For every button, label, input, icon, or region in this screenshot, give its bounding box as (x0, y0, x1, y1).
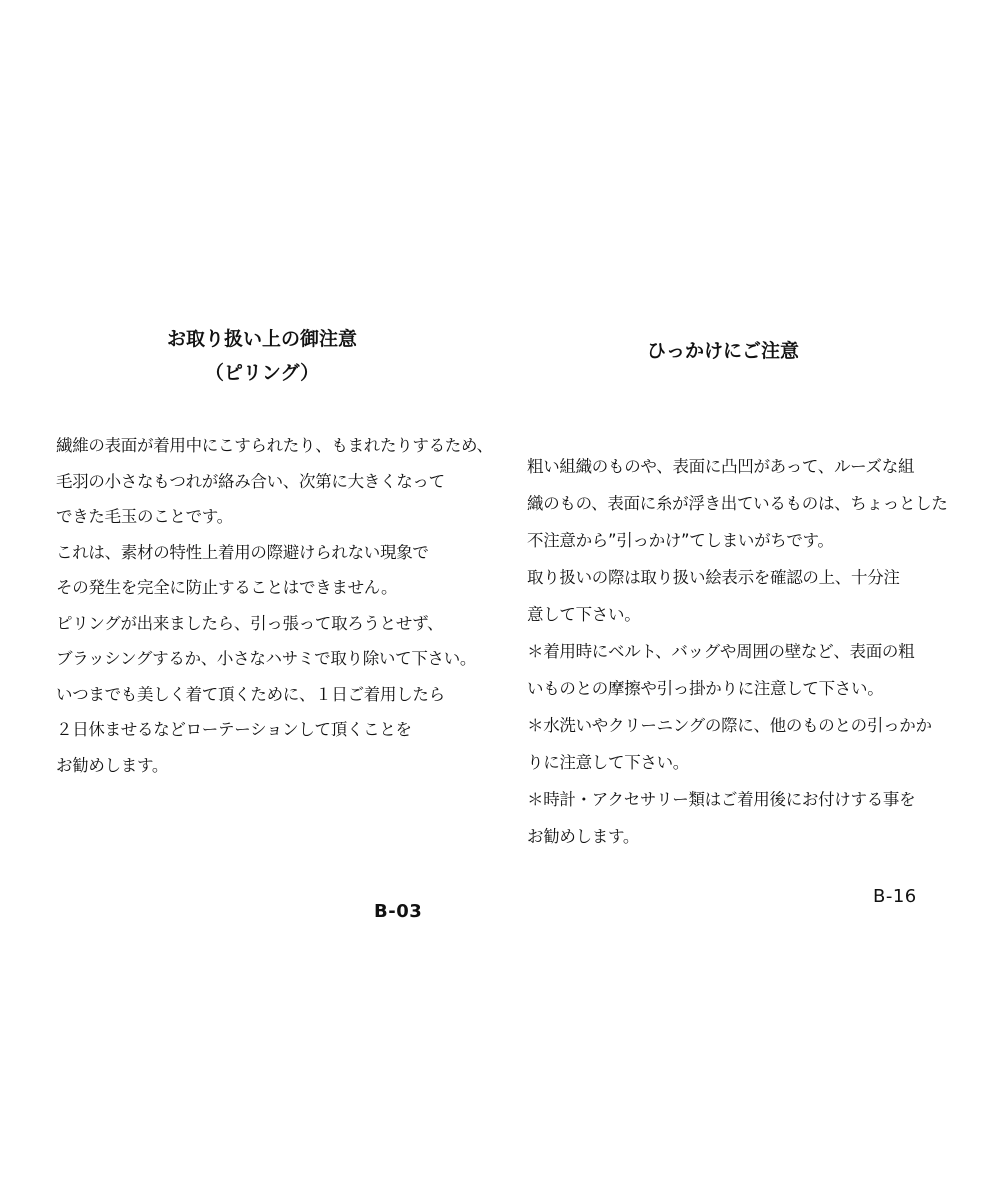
body-line: お勧めします。 (527, 827, 640, 846)
body-line: できた毛玉のことです。 (56, 507, 233, 526)
snag-notice-body (527, 448, 947, 855)
pilling-notice-code: B-03 (374, 901, 423, 922)
body-line: その発生を完全に防止することはできません。 (56, 578, 398, 597)
body-line: 不注意から”引っかけ”てしまいがちです。 (527, 531, 834, 550)
snag-notice-title: ひっかけにご注意 (646, 340, 799, 362)
body-line: いものとの摩擦や引っ掛かりに注意して下さい。 (527, 679, 884, 698)
body-line: 繊維の表面が着用中にこすられたり、もまれたりするため、 (56, 436, 493, 455)
body-line: 取り扱いの際は取り扱い絵表示を確認の上、十分注 (527, 568, 900, 587)
body-line: ＊着用時にベルト、バッグや周囲の壁など、表面の粗 (527, 642, 915, 661)
body-line: ＊時計・アクセサリー類はご着用後にお付けする事を (527, 790, 916, 809)
snag-notice-code: B-16 (873, 886, 917, 907)
body-line: ２日休ませるなどローテーションして頂くことを (56, 720, 412, 739)
body-line: お勧めします。 (56, 755, 169, 775)
pilling-notice (56, 322, 496, 783)
pilling-notice-subtitle: （ピリング） (204, 362, 320, 384)
body-line: 織のもの、表面に糸が浮き出ているものは、ちょっとした (527, 494, 948, 513)
body-line: 意して下さい。 (527, 605, 641, 624)
body-line: ブラッシングするか、小さなハサミで取り除いて下さい。 (56, 649, 477, 668)
body-line: ピリングが出来ましたら、引っ張って取ろうとせず、 (56, 613, 444, 633)
pilling-notice-body (56, 428, 496, 783)
body-line: いつまでも美しく着て頂くために、１日ご着用したら (56, 684, 445, 704)
body-line: ＊水洗いやクリーニングの際に、他のものとの引っかか (527, 716, 932, 735)
body-line: これは、素材の特性上着用の際避けられない現象で (56, 542, 429, 562)
body-line: 粗い組織のものや、表面に凸凹があって、ルーズな組 (527, 457, 915, 476)
body-line: りに注意して下さい。 (527, 753, 690, 772)
pilling-notice-title: お取り扱い上の御注意 (166, 328, 357, 350)
snag-notice (527, 334, 947, 855)
body-line: 毛羽の小さなもつれが絡み合い、次第に大きくなって (56, 471, 445, 491)
